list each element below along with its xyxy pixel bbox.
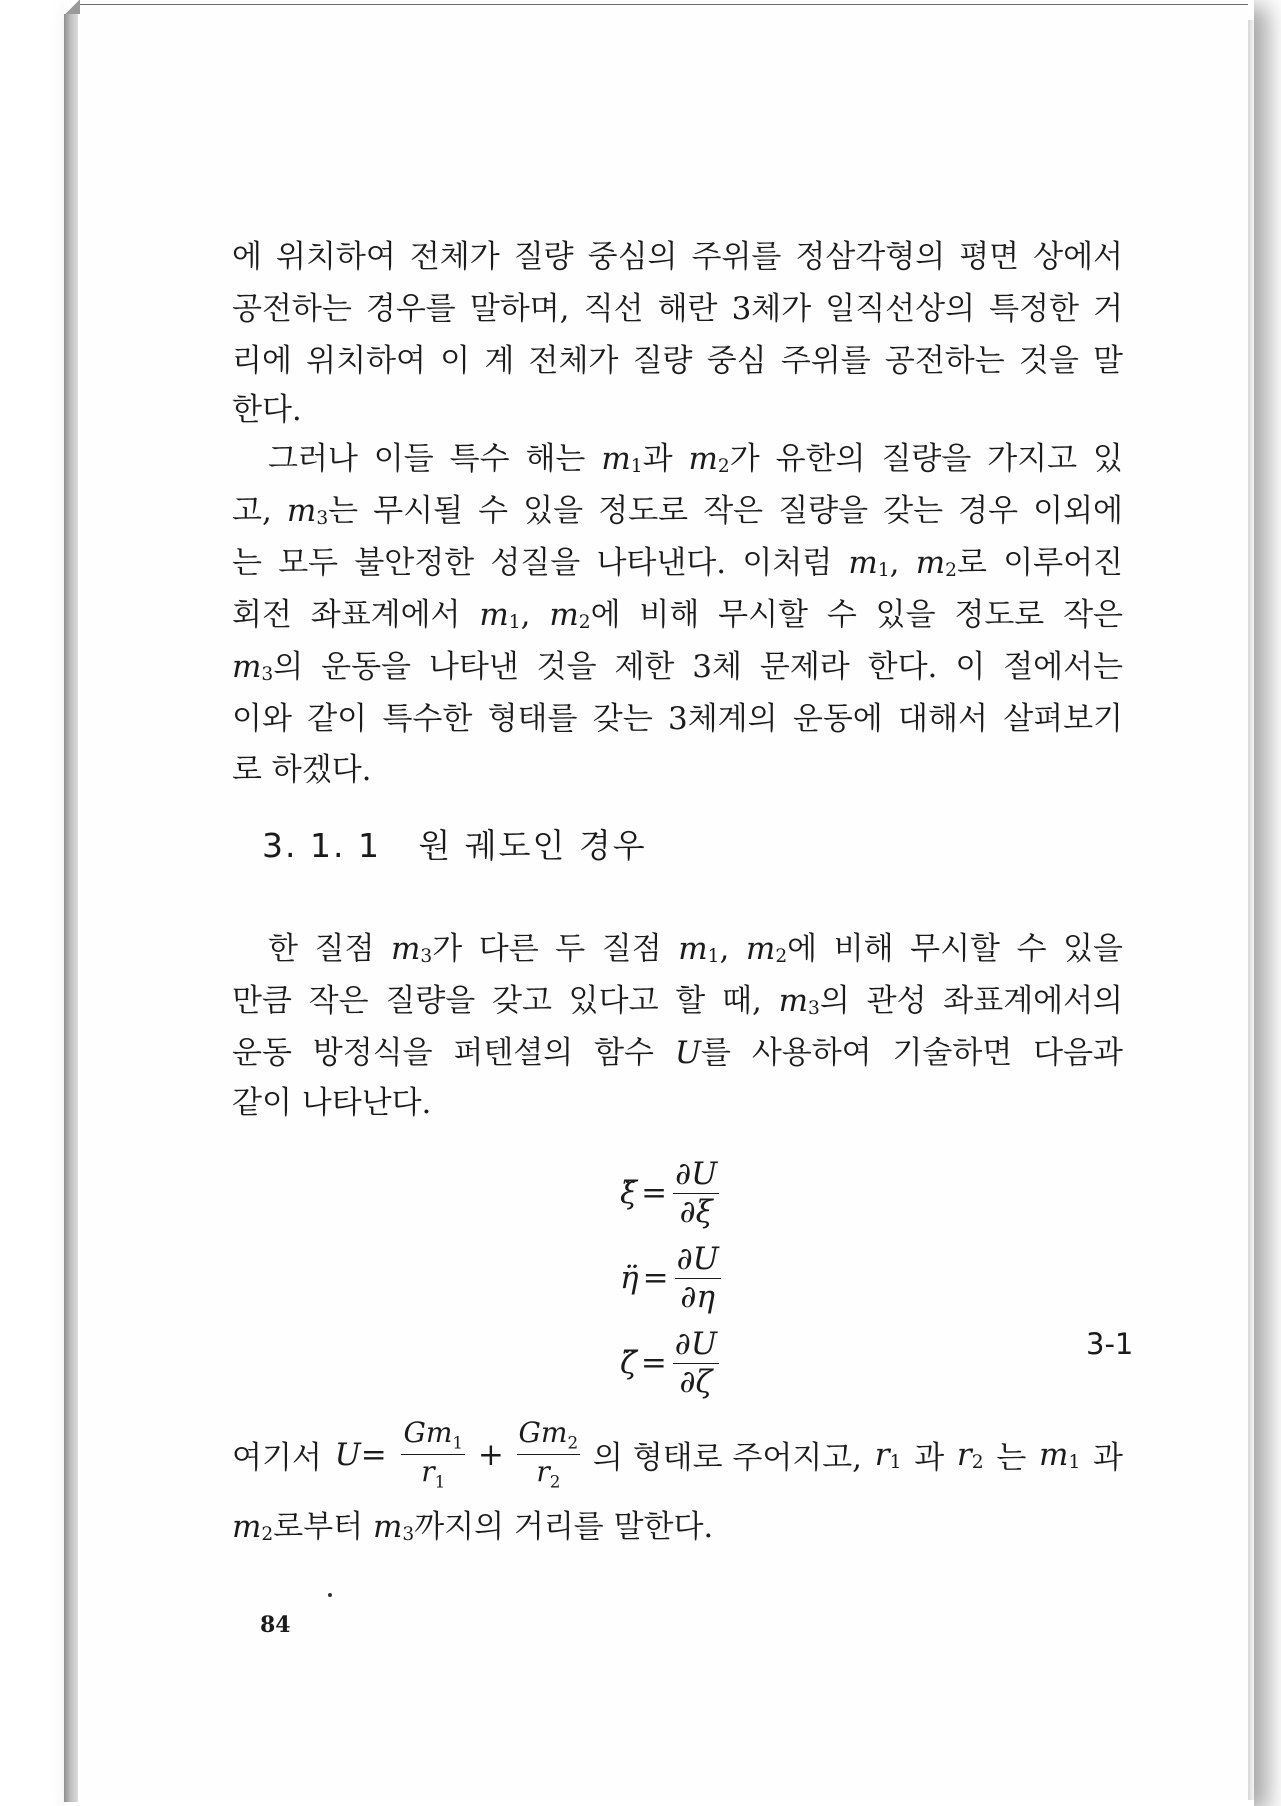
- equation-number: 3-1: [1086, 1327, 1134, 1361]
- para2-line1: 그러나 이들 특수 해는 $m_1$과 $m_2$가 유한의 질량을 가지고 있: [268, 441, 1123, 477]
- para2-line5: $m_3$의 운동을 나타낸 것을 제한 3체 문제라 한다. 이 절에서는: [232, 649, 1123, 685]
- para3-line3: 운동 방정식을 퍼텐셜의 함수 U를 사용하여 기술하면 다음과: [232, 1035, 1123, 1071]
- section-heading: 3. 1. 1 원 궤도인 경우: [262, 826, 647, 865]
- page-right-edge: [1248, 20, 1254, 1800]
- para4-line2: $m_2$로부터 $m_3$까지의 거리를 말한다.: [232, 1509, 714, 1545]
- para2-line3: 는 모두 불안정한 성질을 나타낸다. 이처럼 $m_1$, $m_2$로 이루어진: [232, 545, 1123, 581]
- para1-line4: 한다.: [232, 392, 302, 428]
- para2-line2: 고, $m_3$는 무시될 수 있을 정도로 작은 질량을 갖는 경우 이외에: [232, 493, 1124, 529]
- para3-line2: 만큼 작은 질량을 갖고 있다고 할 때, $m_3$의 관성 좌표계에서의: [232, 983, 1123, 1019]
- para2-line7: 로 하겠다.: [232, 752, 372, 788]
- page-spine-edge: [64, 12, 78, 1802]
- para1-line1: 에 위치하여 전체가 질량 중심의 주위를 정삼각형의 평면 상에서: [232, 239, 1123, 275]
- equation-eta: η̈ = $\frac{\partial U}{\partial\eta}$: [620, 1240, 719, 1315]
- para4-line1: 여기서 U= $\frac{Gm_1}{r_1}$ + $\frac{Gm_2}{r_2}$ 의 형태로 주어지고, $r_1$ 과 $r_2$ 는 $m_1$ 과: [232, 1416, 1123, 1492]
- equation-xi: ξ̈ = $\frac{\partial U}{\partial\xi}$: [620, 1155, 718, 1230]
- para3-line4: 같이 나타난다.: [232, 1085, 432, 1121]
- para3-line1: 한 질점 $m_3$가 다른 두 질점 $m_1$, $m_2$에 비해 무시할 수 있을: [268, 931, 1123, 967]
- equation-zeta: ζ̈ = $\frac{\partial U}{\partial\zeta}$: [620, 1325, 717, 1400]
- para1-line3: 리에 위치하여 이 계 전체가 질량 중심 주위를 공전하는 것을 말: [232, 343, 1123, 379]
- corner-fold: [64, 0, 80, 14]
- stray-dot: [328, 1593, 332, 1597]
- para2-line4: 회전 좌표계에서 $m_1$, $m_2$에 비해 무시할 수 있을 정도로 작은: [232, 597, 1123, 633]
- para2-line6: 이와 같이 특수한 형태를 갖는 3체계의 운동에 대해서 살펴보기: [232, 701, 1123, 737]
- para1-line2: 공전하는 경우를 말하며, 직선 해란 3체가 일직선상의 특정한 거: [232, 291, 1123, 327]
- page-number: 84: [260, 1612, 291, 1638]
